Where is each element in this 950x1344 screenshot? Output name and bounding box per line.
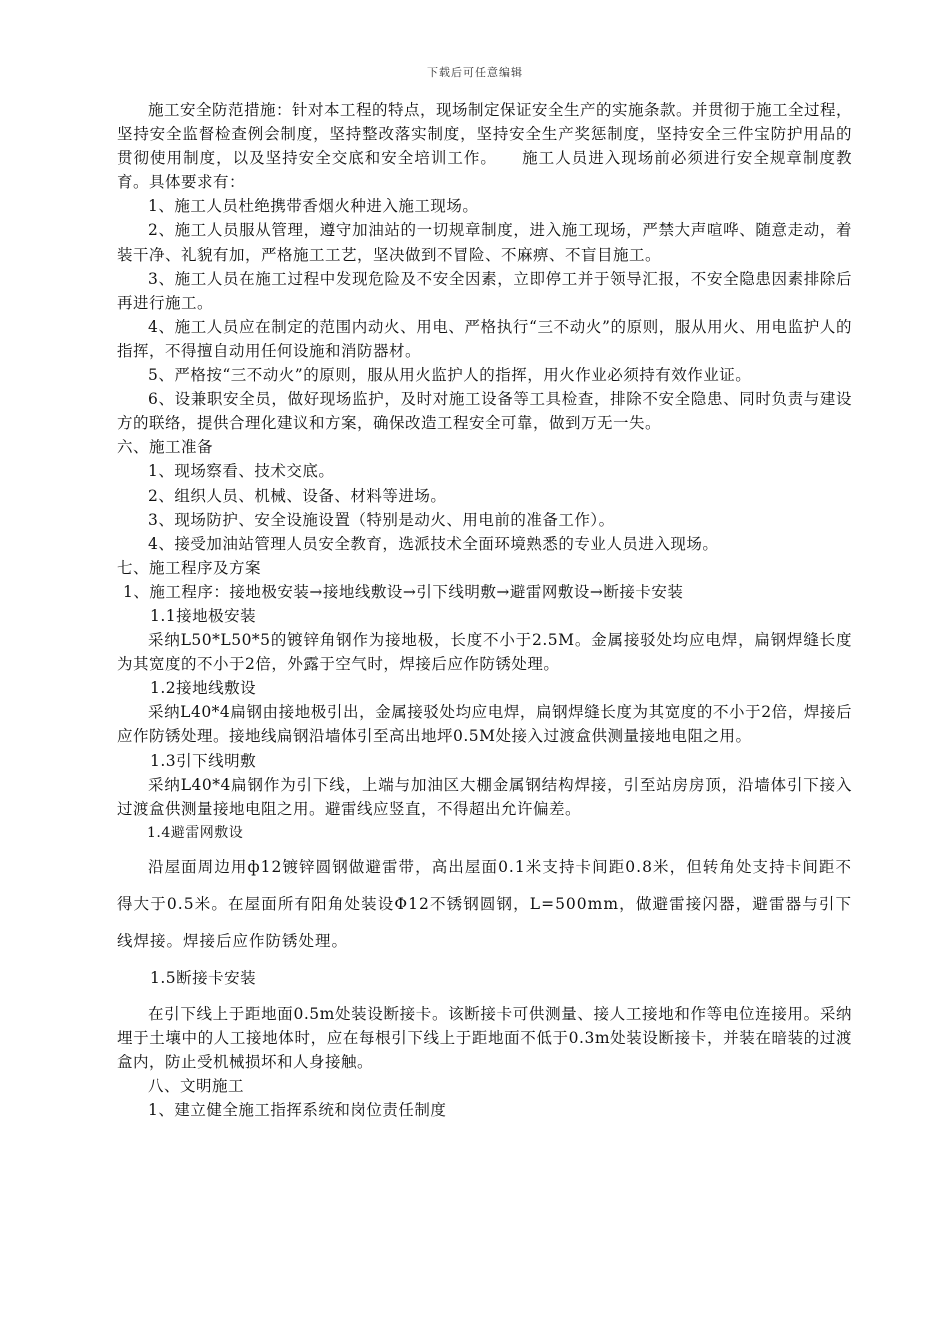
section-heading: 七、施工程序及方案 <box>117 558 262 577</box>
safety-item: 5、严格按“三不动火”的原则，服从用火监护人的指挥，用火作业必须持有效作业证。 <box>148 366 752 385</box>
safety-item: 2、施工人员服从管理，遵守加油站的一切规章制度，进入施工现场，严禁大声喧哗、随意走动，着装干净、礼貌有加，严格施工工艺，坚决做到不冒险、不麻痹、不盲目施工。 <box>117 221 852 264</box>
prep-item: 1、现场察看、技术交底。 <box>148 462 335 481</box>
prep-item: 2、组织人员、机械、设备、材料等进场。 <box>148 486 447 505</box>
safety-item: 3、施工人员在施工过程中发现危险及不安全因素，立即停工并于领导汇报，不安全隐患因素排除后再进行施工。 <box>117 269 852 312</box>
subsection-text: 采纳L40*4扁钢由接地极引出，金属接驳处均应电焊，扁钢焊缝长度为其宽度的不小于2倍，焊接后应作防锈处理。接地线扁钢沿墙体引至高出地坪0.5M处接入过渡盒供测量接地电阻之用。 <box>117 703 852 746</box>
subsection-text: 沿屋面周边用ф12镀锌圆钢做避雷带，高出屋面0.1米支持卡间距0.8米，但转角处支持卡间距不得大于0.5米。在屋面所有阳角处装设Φ12不锈钢圆钢，L=500mm，做避雷接闪器，避雷器与引下线焊接。焊接后应作防锈处理。 <box>117 857 852 950</box>
subsection-heading: 1.4避雷网敷设 <box>147 824 244 841</box>
subsection-heading: 1.5断接卡安装 <box>150 968 257 987</box>
prep-item: 3、现场防护、安全设施设置（特别是动火、用电前的准备工作）。 <box>148 510 615 529</box>
page-header: 下载后可任意编辑 <box>427 66 523 79</box>
prep-item: 4、接受加油站管理人员安全教育，选派技术全面环境熟悉的专业人员进入现场。 <box>148 534 719 553</box>
safety-item: 1、施工人员杜绝携带香烟火种进入施工现场。 <box>148 197 479 216</box>
civil-item: 1、建立健全施工指挥系统和岗位责任制度 <box>148 1101 447 1120</box>
subsection-text: 采纳L50*L50*5的镀锌角钢作为接地极，长度不小于2.5M。金属接驳处均应电焊，扁钢焊缝长度为其宽度的不小于2倍，外露于空气时，焊接后应作防锈处理。 <box>117 631 852 674</box>
procedure-line: 1、施工程序：接地极安装→接地线敷设→引下线明敷→避雷网敷设→断接卡安装 <box>123 582 684 601</box>
section-heading: 八、文明施工 <box>148 1077 245 1096</box>
subsection-text: 在引下线上于距地面0.5m处装设断接卡。该断接卡可供测量、接人工接地和作等电位连接用。采纳埋于土壤中的人工接地体时，应在每根引下线上于距地面不低于0.3m处装设断接卡，并装在暗装的过渡盒内，防止受机械损坏和人身接触。 <box>117 1005 852 1072</box>
safety-item: 4、施工人员应在制定的范围内动火、用电、严格执行“三不动火”的原则，服从用火、用电监护人的指挥，不得擅自动用任何设施和消防器材。 <box>117 317 852 360</box>
document-body <box>117 98 852 1122</box>
subsection-heading: 1.3引下线明敷 <box>150 751 257 770</box>
subsection-text: 采纳L40*4扁钢作为引下线，上端与加油区大棚金属钢结构焊接，引至站房房顶，沿墙体引下接入过渡盒供测量接地电阻之用。避雷线应竖直，不得超出允许偏差。 <box>117 775 852 818</box>
subsection-heading: 1.2接地线敷设 <box>150 679 257 698</box>
section-heading: 六、施工准备 <box>117 438 214 457</box>
subsection-heading: 1.1接地极安装 <box>150 606 257 625</box>
safety-item: 6、设兼职安全员，做好现场监护，及时对施工设备等工具检查，排除不安全隐患、同时负责与建设方的联络，提供合理化建议和方案，确保改造工程安全可靠，做到万无一失。 <box>117 390 852 433</box>
safety-intro-paragraph: 施工安全防范措施：针对本工程的特点，现场制定保证安全生产的实施条款。并贯彻于施工全过程，坚持安全监督检查例会制度，坚持整改落实制度，坚持安全生产奖惩制度，坚持安全三件宝防护用品的贯彻使用制度，以及坚持安全交底和安全培训工作。 施工人员进入现场前必须进行安全规章制度教育。具体要求有： <box>117 101 853 192</box>
